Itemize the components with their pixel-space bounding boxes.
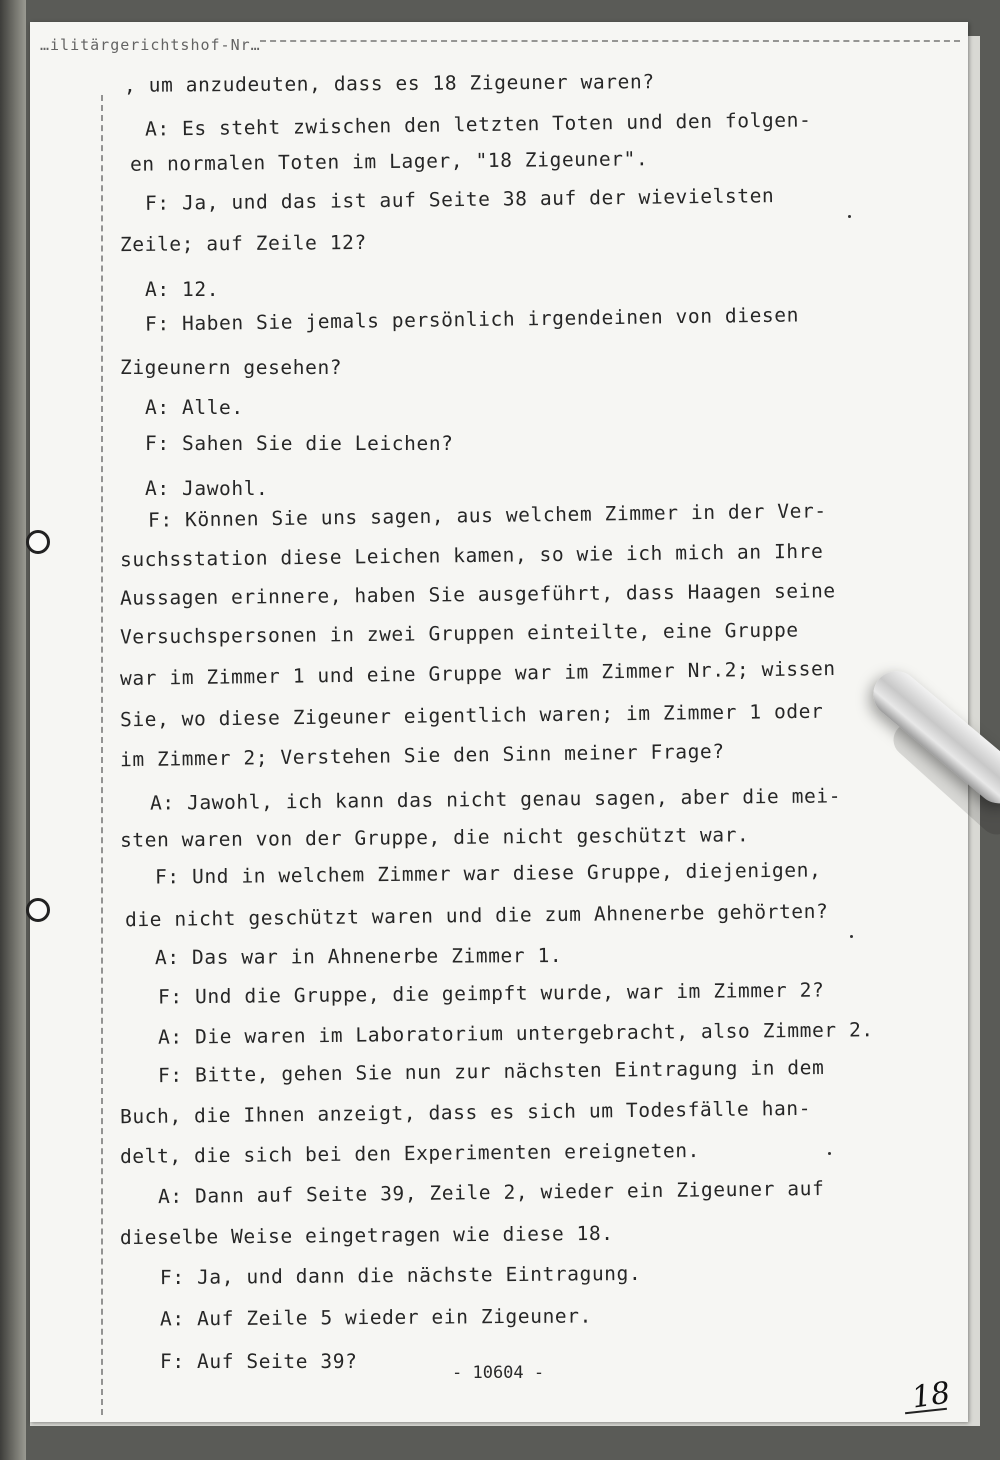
transcript-line: sten waren von der Gruppe, die nicht geschützt war. xyxy=(119,823,750,852)
transcript-line: F: Und die Gruppe, die geimpft wurde, war im Zimmer 2? xyxy=(157,978,825,1009)
transcript-line: F: Sahen Sie die Leichen? xyxy=(145,432,454,455)
transcript-line: delt, die sich bei den Experimenten ereigneten. xyxy=(119,1138,701,1169)
transcript-line: A: Alle. xyxy=(145,396,244,419)
margin-speck xyxy=(848,215,851,218)
transcript-line: F: Auf Seite 39? xyxy=(160,1350,358,1373)
transcript-line: Zigeunern gesehen? xyxy=(120,356,343,379)
punch-hole-upper xyxy=(26,530,50,554)
binder-edge xyxy=(0,0,26,1460)
transcript-line: A: Auf Zeile 5 wieder ein Zigeuner. xyxy=(159,1304,592,1331)
transcript-line: war im Zimmer 1 und eine Gruppe war im Zimmer Nr.2; wissen xyxy=(119,657,836,690)
margin-speck xyxy=(850,935,853,938)
transcript-line: F: Haben Sie jemals persönlich irgendeinen von diesen xyxy=(144,303,800,336)
transcript-line: A: Jawohl, ich kann das nicht genau sagen, aber die mei- xyxy=(149,784,842,815)
transcript-line: die nicht geschützt waren und die zum Ahnenerbe gehörten? xyxy=(124,899,829,932)
punch-hole-lower xyxy=(26,898,50,922)
transcript-line: A: 12. xyxy=(145,278,220,301)
transcript-line: dieselbe Weise eingetragen wie diese 18. xyxy=(119,1221,614,1250)
transcript-line: en normalen Toten im Lager, "18 Zigeuner". xyxy=(129,147,649,176)
transcript-line: suchsstation diese Leichen kamen, so wie ich mich an Ihre xyxy=(119,539,824,572)
transcript-line: Versuchspersonen in zwei Gruppen einteilte, eine Gruppe xyxy=(119,618,799,649)
transcript-line: Zeile; auf Zeile 12? xyxy=(119,230,367,257)
transcript-line: A: Es steht zwischen den letzten Toten und den folgen- xyxy=(144,108,812,141)
transcript-line: F: Und in welchem Zimmer war diese Gruppe, diejenigen, xyxy=(154,858,822,889)
handwritten-folio-number: 18 xyxy=(909,1375,953,1416)
transcript-line: Sie, wo diese Zigeuner eigentlich waren; im Zimmer 1 oder xyxy=(119,699,824,732)
transcript-line: , um anzudeuten, dass es 18 Zigeuner waren? xyxy=(123,70,655,97)
transcript-line: F: Können Sie uns sagen, aus welchem Zimmer in der Ver- xyxy=(147,499,827,532)
margin-speck xyxy=(828,1152,831,1155)
header-fragment: …ilitärgerichtshof-Nr… xyxy=(40,36,261,54)
margin-rule xyxy=(101,95,103,1415)
transcript-line: F: Bitte, gehen Sie nun zur nächsten Eintragung in dem xyxy=(157,1055,825,1088)
transcript-line: Buch, die Ihnen anzeigt, dass es sich um Todesfälle han- xyxy=(119,1096,812,1129)
transcript-line: A: Das war in Ahnenerbe Zimmer 1. xyxy=(154,943,563,970)
transcript-line: F: Ja, und dann die nächste Eintragung. xyxy=(159,1261,642,1290)
transcript-line: A: Jawohl. xyxy=(145,477,269,500)
page-number: - 10604 - xyxy=(452,1363,545,1383)
transcript-line: A: Dann auf Seite 39, Zeile 2, wieder ein Zigeuner auf xyxy=(157,1176,825,1209)
transcript-line: F: Ja, und das ist auf Seite 38 auf der wievielsten xyxy=(144,184,775,215)
transcript-line: A: Die waren im Laboratorium untergebracht, also Zimmer 2. xyxy=(157,1018,874,1049)
transcript-line: Aussagen erinnere, haben Sie ausgeführt, dass Haagen seine xyxy=(119,579,836,610)
transcript-line: im Zimmer 2; Verstehen Sie den Sinn meiner Frage? xyxy=(119,739,725,772)
